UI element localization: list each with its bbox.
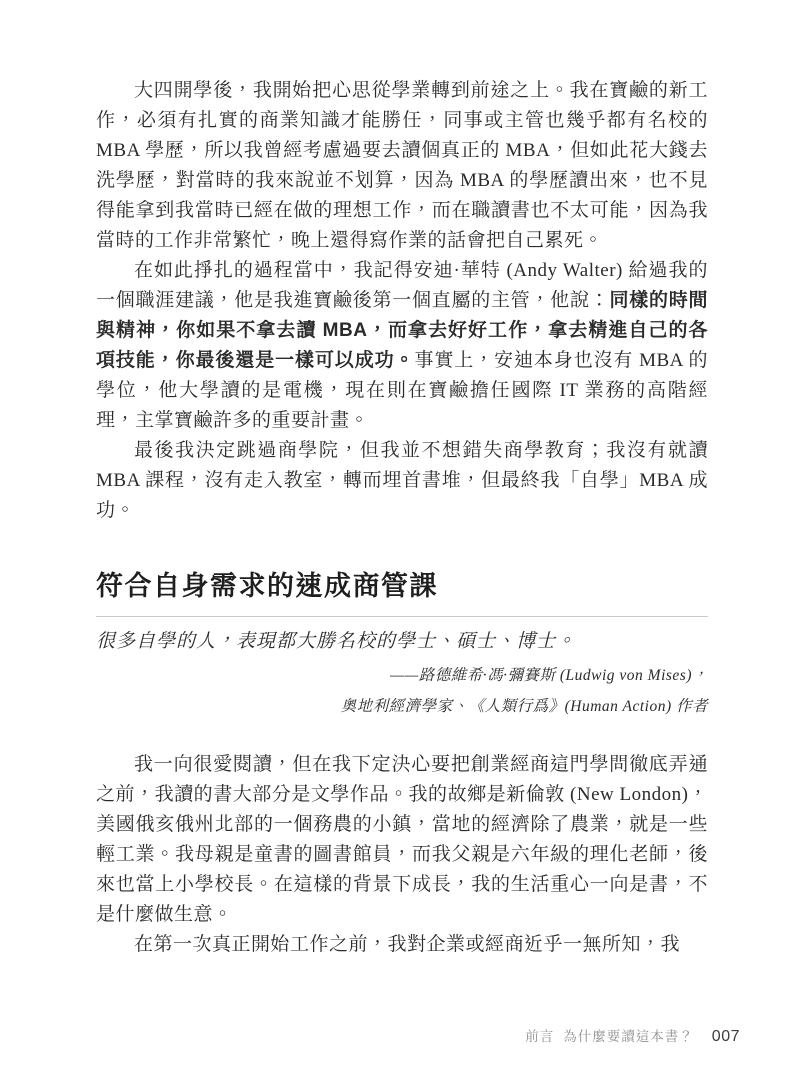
footer-page-number: 007: [711, 1028, 740, 1045]
paragraph-3: 最後我決定跳過商學院，但我並不想錯失商學教育；我沒有就讀 MBA 課程，沒有走入教室，轉而埋首書堆，但最終我「自學」MBA 成功。: [96, 440, 708, 521]
paragraph-2-text-before: 在如此掙扎的過程當中，我記得安迪·華特 (Andy Walter) 給過我的一個職涯建議，他是我進寶鹼後第一個直屬的主管，他說：: [96, 260, 708, 311]
paragraph-2: [96, 256, 708, 436]
paragraph-1: 大四開學後，我開始把心思從學業轉到前途之上。我在寶鹼的新工作，必須有扎實的商業知識才能勝任，同事或主管也幾乎都有名校的 MBA 學歷，所以我曾經考慮過要去讀個真正的 MBA，但如此花大錢去洗學歷，對當時的我來說並不划算，因為 MBA 的學歷讀出來，也不見得能拿到我當時已經在做的理想工作，而在職讀書也不太可能，因為我當時的工作非常繁忙，晚上還得寫作業的話會把自己累死。: [96, 80, 708, 251]
footer-chapter-title: 為什麼要讀這本書？: [563, 1029, 694, 1044]
footer-chapter-label: 前言: [525, 1029, 555, 1044]
paragraph-4: 我一向很愛閱讀，但在我下定決心要把創業經商這門學問徹底弄通之前，我讀的書大部分是文學作品。我的故鄉是新倫敦 (New London)，美國俄亥俄州北部的一個務農的小鎮，當地的經濟除了農業，就是一些輕工業。我母親是童書的圖書館員，而我父親是六年級的理化老師，後來也當上小學校長。在這樣的背景下成長，我的生活重心一向是書，不是什麼做生意。: [96, 754, 708, 925]
paragraph-2-text-after: 事實上，安迪本身也沒有 MBA 的學位，他大學讀的是電機，現在則在寶鹼擔任國際 IT 業務的高階經理，主掌寶鹼許多的重要計畫。: [96, 350, 708, 431]
heading-divider: [96, 616, 708, 617]
page-footer: [525, 1025, 740, 1046]
epigraph-attribution-name: ——路德維希·馮·彌賽斯 (Ludwig von Mises)，: [390, 667, 708, 684]
paragraph-5: 在第一次真正開始工作之前，我對企業或經商近乎一無所知，我: [134, 934, 681, 955]
page-content: [96, 76, 708, 960]
section-heading: 符合自身需求的速成商管課: [96, 571, 438, 601]
paragraph-2-bold-emphasis: 同樣的時間與精神，你如果不拿去讀 MBA，而拿去好好工作，拿去精進自己的各項技能，你最後還是一樣可以成功。: [96, 290, 708, 371]
epigraph-attribution-title: 奧地利經濟學家、《人類行爲》(Human Action) 作者: [340, 698, 708, 715]
epigraph-quote: 很多自學的人，表現都大勝名校的學士、碩士、博士。: [96, 631, 577, 652]
